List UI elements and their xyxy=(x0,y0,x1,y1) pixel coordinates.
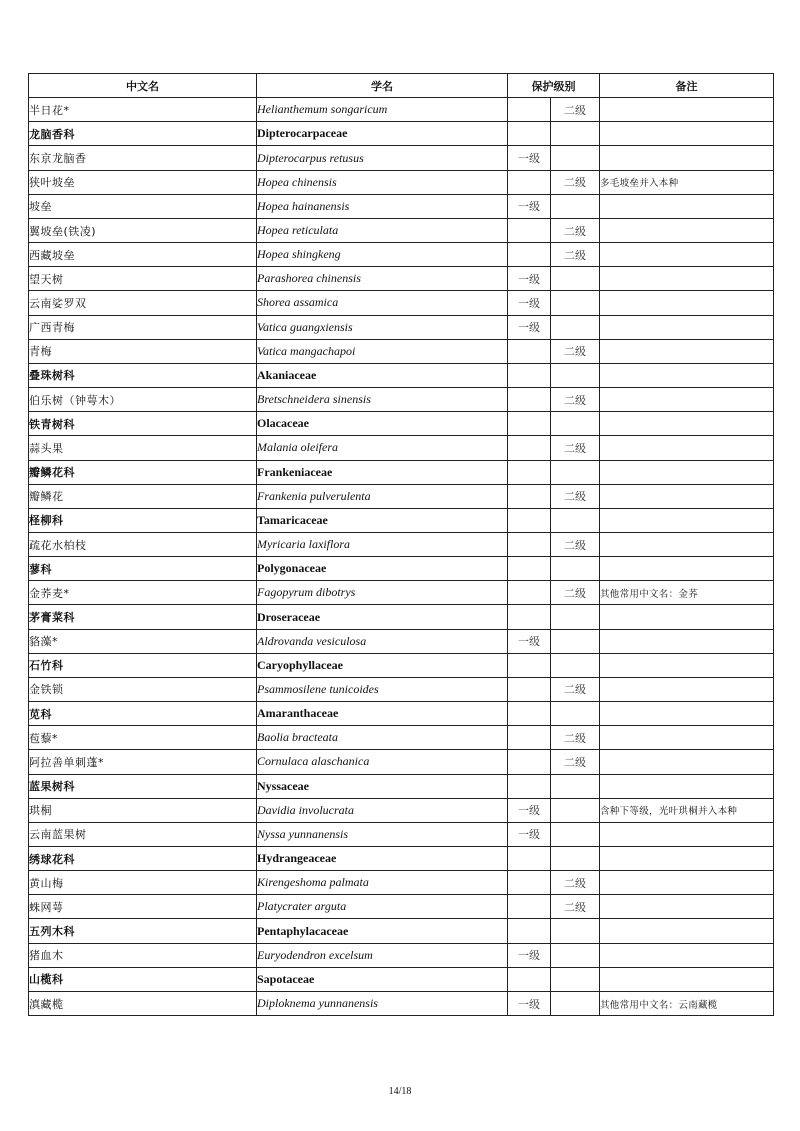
level-one-cell xyxy=(508,605,551,629)
chinese-name-cell: 金荞麦* xyxy=(29,581,257,605)
chinese-name-cell: 广西青梅 xyxy=(29,315,257,339)
level-one-cell xyxy=(508,243,551,267)
level-one-cell xyxy=(508,460,551,484)
level-two-cell xyxy=(551,460,600,484)
family-row xyxy=(29,508,774,532)
level-one-cell xyxy=(508,508,551,532)
chinese-name-cell: 狭叶坡垒 xyxy=(29,170,257,194)
species-row xyxy=(29,895,774,919)
scientific-name-cell: Euryodendron excelsum xyxy=(257,943,508,967)
remarks-cell xyxy=(600,315,774,339)
level-two-cell: 二级 xyxy=(551,98,600,122)
chinese-name-cell: 青梅 xyxy=(29,339,257,363)
level-two-cell xyxy=(551,943,600,967)
level-two-cell xyxy=(551,508,600,532)
family-scientific-name: Frankeniaceae xyxy=(257,460,508,484)
chinese-name-cell: 苞藜* xyxy=(29,726,257,750)
scientific-name-cell: Frankenia pulverulenta xyxy=(257,484,508,508)
family-scientific-name: Sapotaceae xyxy=(257,967,508,991)
level-one-cell xyxy=(508,871,551,895)
level-one-cell: 一级 xyxy=(508,267,551,291)
scientific-name-cell: Helianthemum songaricum xyxy=(257,98,508,122)
remarks-cell xyxy=(600,267,774,291)
scientific-name-cell: Vatica mangachapoi xyxy=(257,339,508,363)
remarks-cell xyxy=(600,291,774,315)
chinese-name-cell: 貉藻* xyxy=(29,629,257,653)
chinese-name-cell: 阿拉善单刺蓬* xyxy=(29,750,257,774)
chinese-name-cell: 疏花水柏枝 xyxy=(29,532,257,556)
scientific-name-cell: Psammosilene tunicoides xyxy=(257,677,508,701)
level-one-cell: 一级 xyxy=(508,194,551,218)
species-row xyxy=(29,943,774,967)
level-two-cell: 二级 xyxy=(551,750,600,774)
scientific-name-cell: Hopea reticulata xyxy=(257,218,508,242)
scientific-name-cell: Malania oleifera xyxy=(257,436,508,460)
remarks-cell xyxy=(600,388,774,412)
remarks-cell xyxy=(600,774,774,798)
chinese-name-cell: 东京龙脑香 xyxy=(29,146,257,170)
remarks-cell xyxy=(600,339,774,363)
chinese-name-cell: 坡垒 xyxy=(29,194,257,218)
level-two-cell: 二级 xyxy=(551,218,600,242)
level-one-cell: 一级 xyxy=(508,822,551,846)
level-one-cell xyxy=(508,122,551,146)
page-number: 14/18 xyxy=(388,1086,412,1097)
header-protection-level: 保护级别 xyxy=(508,74,600,98)
level-two-cell xyxy=(551,822,600,846)
remarks-cell xyxy=(600,629,774,653)
family-row xyxy=(29,460,774,484)
family-chinese-name: 石竹科 xyxy=(29,653,257,677)
level-two-cell: 二级 xyxy=(551,726,600,750)
scientific-name-cell: Shorea assamica xyxy=(257,291,508,315)
level-two-cell xyxy=(551,629,600,653)
species-row xyxy=(29,726,774,750)
chinese-name-cell: 滇藏榄 xyxy=(29,991,257,1015)
family-row xyxy=(29,605,774,629)
species-row xyxy=(29,315,774,339)
level-one-cell xyxy=(508,967,551,991)
scientific-name-cell: Parashorea chinensis xyxy=(257,267,508,291)
remarks-cell xyxy=(600,218,774,242)
species-row xyxy=(29,629,774,653)
level-two-cell: 二级 xyxy=(551,339,600,363)
species-row xyxy=(29,170,774,194)
level-one-cell xyxy=(508,170,551,194)
remarks-cell xyxy=(600,412,774,436)
scientific-name-cell: Davidia involucrata xyxy=(257,798,508,822)
chinese-name-cell: 伯乐树（钟萼木） xyxy=(29,388,257,412)
species-row xyxy=(29,388,774,412)
remarks-cell xyxy=(600,726,774,750)
level-one-cell: 一级 xyxy=(508,146,551,170)
remarks-cell xyxy=(600,194,774,218)
species-row xyxy=(29,750,774,774)
remarks-cell xyxy=(600,98,774,122)
remarks-cell xyxy=(600,605,774,629)
remarks-cell xyxy=(600,653,774,677)
family-scientific-name: Nyssaceae xyxy=(257,774,508,798)
family-chinese-name: 铁青树科 xyxy=(29,412,257,436)
level-two-cell xyxy=(551,967,600,991)
level-one-cell xyxy=(508,702,551,726)
family-chinese-name: 茅膏菜科 xyxy=(29,605,257,629)
species-row xyxy=(29,484,774,508)
scientific-name-cell: Kirengeshoma palmata xyxy=(257,871,508,895)
chinese-name-cell: 黄山梅 xyxy=(29,871,257,895)
remarks-cell xyxy=(600,243,774,267)
remarks-cell xyxy=(600,363,774,387)
level-two-cell xyxy=(551,919,600,943)
family-chinese-name: 蓼科 xyxy=(29,557,257,581)
level-two-cell xyxy=(551,194,600,218)
remarks-cell xyxy=(600,847,774,871)
family-chinese-name: 蓝果树科 xyxy=(29,774,257,798)
family-row xyxy=(29,847,774,871)
level-two-cell xyxy=(551,774,600,798)
species-row xyxy=(29,798,774,822)
chinese-name-cell: 云南娑罗双 xyxy=(29,291,257,315)
remarks-cell xyxy=(600,895,774,919)
remarks-cell xyxy=(600,146,774,170)
family-row xyxy=(29,557,774,581)
level-two-cell: 二级 xyxy=(551,677,600,701)
level-one-cell xyxy=(508,436,551,460)
family-row xyxy=(29,702,774,726)
family-chinese-name: 山榄科 xyxy=(29,967,257,991)
species-row xyxy=(29,677,774,701)
species-row xyxy=(29,871,774,895)
header-row xyxy=(29,74,774,98)
remarks-cell xyxy=(600,822,774,846)
remarks-cell xyxy=(600,967,774,991)
level-one-cell xyxy=(508,412,551,436)
scientific-name-cell: Bretschneidera sinensis xyxy=(257,388,508,412)
scientific-name-cell: Dipterocarpus retusus xyxy=(257,146,508,170)
species-row xyxy=(29,194,774,218)
species-row xyxy=(29,291,774,315)
family-scientific-name: Pentaphylacaceae xyxy=(257,919,508,943)
family-scientific-name: Dipterocarpaceae xyxy=(257,122,508,146)
level-two-cell xyxy=(551,363,600,387)
level-two-cell xyxy=(551,122,600,146)
family-chinese-name: 苋科 xyxy=(29,702,257,726)
remarks-cell xyxy=(600,460,774,484)
remarks-cell xyxy=(600,919,774,943)
header-chinese-name: 中文名 xyxy=(29,74,257,98)
remarks-cell xyxy=(600,122,774,146)
level-one-cell xyxy=(508,98,551,122)
species-row xyxy=(29,267,774,291)
scientific-name-cell: Baolia bracteata xyxy=(257,726,508,750)
species-row xyxy=(29,339,774,363)
family-scientific-name: Akaniaceae xyxy=(257,363,508,387)
family-scientific-name: Polygonaceae xyxy=(257,557,508,581)
remarks-cell xyxy=(600,871,774,895)
family-row xyxy=(29,412,774,436)
level-one-cell xyxy=(508,677,551,701)
chinese-name-cell: 望天树 xyxy=(29,267,257,291)
level-one-cell xyxy=(508,363,551,387)
level-one-cell xyxy=(508,339,551,363)
species-row xyxy=(29,532,774,556)
remarks-cell xyxy=(600,436,774,460)
family-row xyxy=(29,363,774,387)
level-two-cell xyxy=(551,702,600,726)
level-one-cell: 一级 xyxy=(508,943,551,967)
family-chinese-name: 柽柳科 xyxy=(29,508,257,532)
header-scientific-name: 学名 xyxy=(257,74,508,98)
family-chinese-name: 龙脑香科 xyxy=(29,122,257,146)
species-row xyxy=(29,822,774,846)
level-one-cell xyxy=(508,653,551,677)
level-two-cell xyxy=(551,847,600,871)
remarks-cell xyxy=(600,677,774,701)
species-row xyxy=(29,436,774,460)
level-two-cell xyxy=(551,267,600,291)
level-two-cell: 二级 xyxy=(551,436,600,460)
scientific-name-cell: Aldrovanda vesiculosa xyxy=(257,629,508,653)
species-row xyxy=(29,243,774,267)
scientific-name-cell: Fagopyrum dibotrys xyxy=(257,581,508,605)
remarks-cell xyxy=(600,750,774,774)
remarks-cell: 多毛坡垒并入本种 xyxy=(600,170,774,194)
remarks-cell xyxy=(600,532,774,556)
family-scientific-name: Amaranthaceae xyxy=(257,702,508,726)
scientific-name-cell: Hopea chinensis xyxy=(257,170,508,194)
family-scientific-name: Droseraceae xyxy=(257,605,508,629)
remarks-cell xyxy=(600,557,774,581)
family-row xyxy=(29,919,774,943)
level-one-cell xyxy=(508,532,551,556)
scientific-name-cell: Myricaria laxiflora xyxy=(257,532,508,556)
level-one-cell xyxy=(508,388,551,412)
level-two-cell xyxy=(551,315,600,339)
level-one-cell xyxy=(508,218,551,242)
chinese-name-cell: 金铁锁 xyxy=(29,677,257,701)
remarks-cell xyxy=(600,702,774,726)
species-row xyxy=(29,98,774,122)
chinese-name-cell: 半日花* xyxy=(29,98,257,122)
level-two-cell xyxy=(551,412,600,436)
level-two-cell: 二级 xyxy=(551,581,600,605)
chinese-name-cell: 西藏坡垒 xyxy=(29,243,257,267)
level-two-cell: 二级 xyxy=(551,871,600,895)
family-row xyxy=(29,967,774,991)
chinese-name-cell: 翼坡垒(铁凌) xyxy=(29,218,257,242)
level-one-cell xyxy=(508,774,551,798)
species-row xyxy=(29,218,774,242)
family-row xyxy=(29,774,774,798)
level-one-cell xyxy=(508,557,551,581)
family-row xyxy=(29,653,774,677)
level-two-cell: 二级 xyxy=(551,532,600,556)
level-two-cell: 二级 xyxy=(551,243,600,267)
level-one-cell: 一级 xyxy=(508,291,551,315)
family-chinese-name: 瓣鳞花科 xyxy=(29,460,257,484)
chinese-name-cell: 瓣鳞花 xyxy=(29,484,257,508)
level-two-cell xyxy=(551,146,600,170)
chinese-name-cell: 云南蓝果树 xyxy=(29,822,257,846)
level-one-cell xyxy=(508,847,551,871)
species-row xyxy=(29,581,774,605)
level-one-cell: 一级 xyxy=(508,798,551,822)
level-two-cell xyxy=(551,798,600,822)
level-one-cell xyxy=(508,750,551,774)
family-scientific-name: Olacaceae xyxy=(257,412,508,436)
level-two-cell: 二级 xyxy=(551,170,600,194)
scientific-name-cell: Hopea shingkeng xyxy=(257,243,508,267)
level-one-cell xyxy=(508,484,551,508)
family-row xyxy=(29,122,774,146)
family-chinese-name: 五列木科 xyxy=(29,919,257,943)
level-one-cell: 一级 xyxy=(508,991,551,1015)
chinese-name-cell: 珙桐 xyxy=(29,798,257,822)
remarks-cell xyxy=(600,484,774,508)
level-two-cell xyxy=(551,991,600,1015)
scientific-name-cell: Hopea hainanensis xyxy=(257,194,508,218)
remarks-cell: 其他常用中文名：金荞 xyxy=(600,581,774,605)
chinese-name-cell: 蒜头果 xyxy=(29,436,257,460)
species-row xyxy=(29,146,774,170)
remarks-cell xyxy=(600,943,774,967)
header-remarks: 备注 xyxy=(600,74,774,98)
level-one-cell xyxy=(508,581,551,605)
level-one-cell xyxy=(508,895,551,919)
species-row xyxy=(29,991,774,1015)
level-one-cell: 一级 xyxy=(508,629,551,653)
level-two-cell xyxy=(551,605,600,629)
scientific-name-cell: Diploknema yunnanensis xyxy=(257,991,508,1015)
remarks-cell: 其他常用中文名：云南藏榄 xyxy=(600,991,774,1015)
level-two-cell xyxy=(551,291,600,315)
level-two-cell: 二级 xyxy=(551,895,600,919)
chinese-name-cell: 蛛网萼 xyxy=(29,895,257,919)
chinese-name-cell: 猪血木 xyxy=(29,943,257,967)
scientific-name-cell: Platycrater arguta xyxy=(257,895,508,919)
level-one-cell xyxy=(508,726,551,750)
level-one-cell: 一级 xyxy=(508,315,551,339)
level-two-cell: 二级 xyxy=(551,484,600,508)
scientific-name-cell: Cornulaca alaschanica xyxy=(257,750,508,774)
level-two-cell: 二级 xyxy=(551,388,600,412)
family-chinese-name: 叠珠树科 xyxy=(29,363,257,387)
remarks-cell: 含种下等级，光叶珙桐并入本种 xyxy=(600,798,774,822)
family-scientific-name: Caryophyllaceae xyxy=(257,653,508,677)
family-scientific-name: Tamaricaceae xyxy=(257,508,508,532)
scientific-name-cell: Nyssa yunnanensis xyxy=(257,822,508,846)
level-one-cell xyxy=(508,919,551,943)
scientific-name-cell: Vatica guangxiensis xyxy=(257,315,508,339)
species-table xyxy=(28,73,774,1016)
family-chinese-name: 绣球花科 xyxy=(29,847,257,871)
level-two-cell xyxy=(551,557,600,581)
level-two-cell xyxy=(551,653,600,677)
remarks-cell xyxy=(600,508,774,532)
family-scientific-name: Hydrangeaceae xyxy=(257,847,508,871)
